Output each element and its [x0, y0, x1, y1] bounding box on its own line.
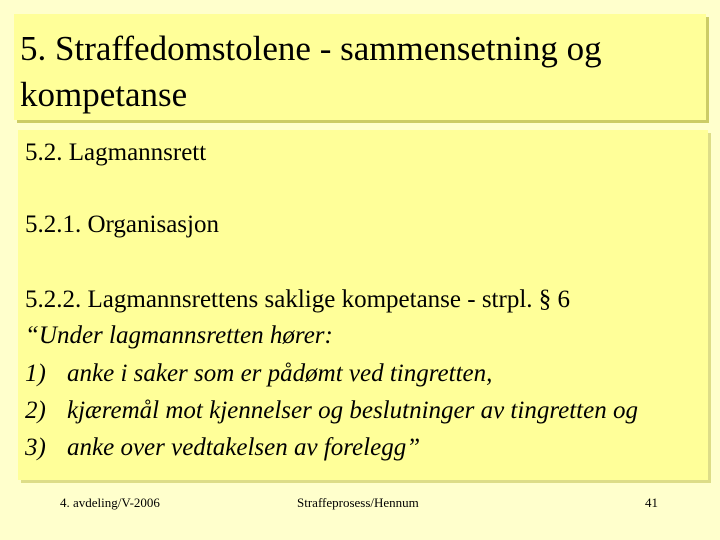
- list-item: [25, 396, 638, 426]
- list-item-text: kjæremål mot kjennelser og beslutninger av tingretten og: [67, 397, 638, 424]
- list-item-text: anke i saker som er pådømt ved tingretten,: [67, 360, 493, 387]
- heading-organisasjon: 5.2.1. Organisasjon: [25, 211, 219, 238]
- slide-title: 5. Straffedomstolene - sammensetning og kompetanse: [20, 29, 602, 114]
- title-box: [14, 14, 706, 120]
- quote-intro: “Under lagmannsretten hører:: [25, 322, 333, 349]
- list-item: [25, 359, 492, 389]
- heading-lagmannsrett: 5.2. Lagmannsrett: [25, 139, 207, 166]
- footer-left: 4. avdeling/V-2006: [60, 495, 160, 510]
- page-number: 41: [645, 495, 658, 510]
- heading-saklig-kompetanse: 5.2.2. Lagmannsrettens saklige kompetanse - strpl. § 6: [25, 286, 571, 313]
- list-item-number: 2): [25, 397, 46, 424]
- list-item-text: anke over vedtakelsen av forelegg”: [67, 434, 421, 461]
- list-item-number: 3): [25, 434, 46, 461]
- footer-center: Straffeprosess/Hennum: [297, 495, 419, 510]
- content-box: [18, 130, 708, 480]
- list-item: [25, 433, 420, 463]
- list-item-number: 1): [25, 360, 46, 387]
